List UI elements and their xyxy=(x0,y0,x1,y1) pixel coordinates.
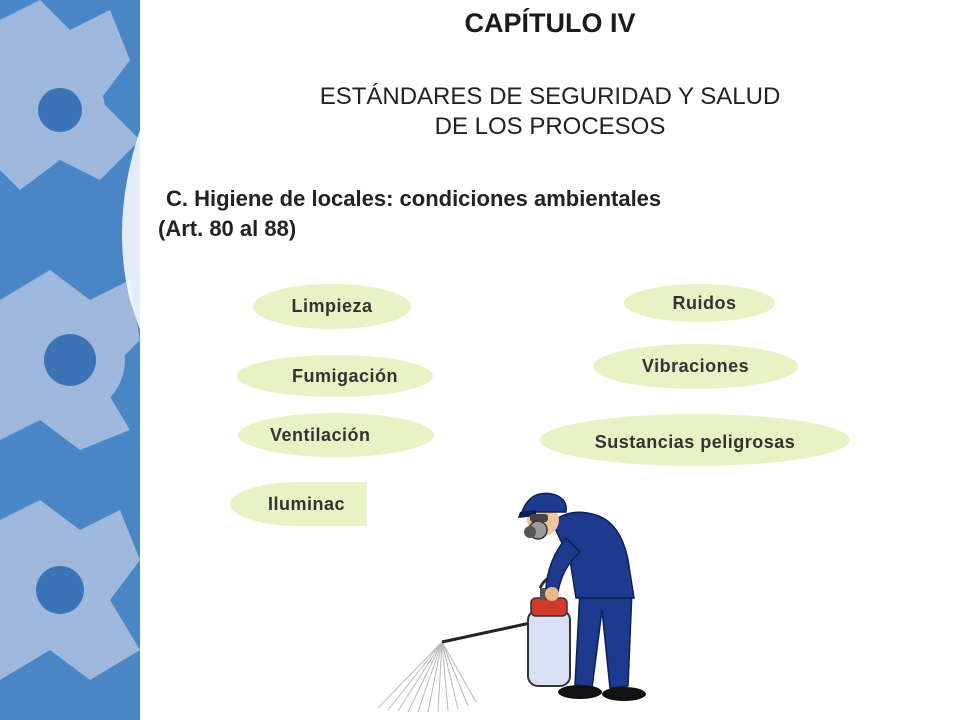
topic-pill-ruidos: Ruidos xyxy=(624,284,775,322)
subtitle-line: ESTÁNDARES DE SEGURIDAD Y SALUD xyxy=(319,83,781,110)
decorative-side-band xyxy=(0,0,140,720)
gear-pattern-icon xyxy=(0,0,140,720)
topic-pill-fumigacion: Fumigación xyxy=(237,355,433,397)
topic-pill-sustancias-peligrosas: Sustancias peligrosas xyxy=(540,414,850,466)
section-heading xyxy=(158,184,838,244)
topic-pill-limpieza: Limpieza xyxy=(253,284,411,329)
topic-pill-ventilacion: Ventilación xyxy=(238,413,434,457)
topic-pill-vibraciones: Vibraciones xyxy=(593,344,798,389)
chapter-subtitle xyxy=(250,82,850,142)
fumigation-worker-icon xyxy=(370,480,660,715)
section-heading-line: C. Higiene de locales: condiciones ambientales xyxy=(166,186,662,211)
chapter-title: CAPÍTULO IV xyxy=(464,8,636,38)
topic-pill-iluminacion: Iluminac xyxy=(230,482,367,526)
section-heading-line: (Art. 80 al 88) xyxy=(158,216,297,241)
subtitle-line: DE LOS PROCESOS xyxy=(434,113,666,140)
